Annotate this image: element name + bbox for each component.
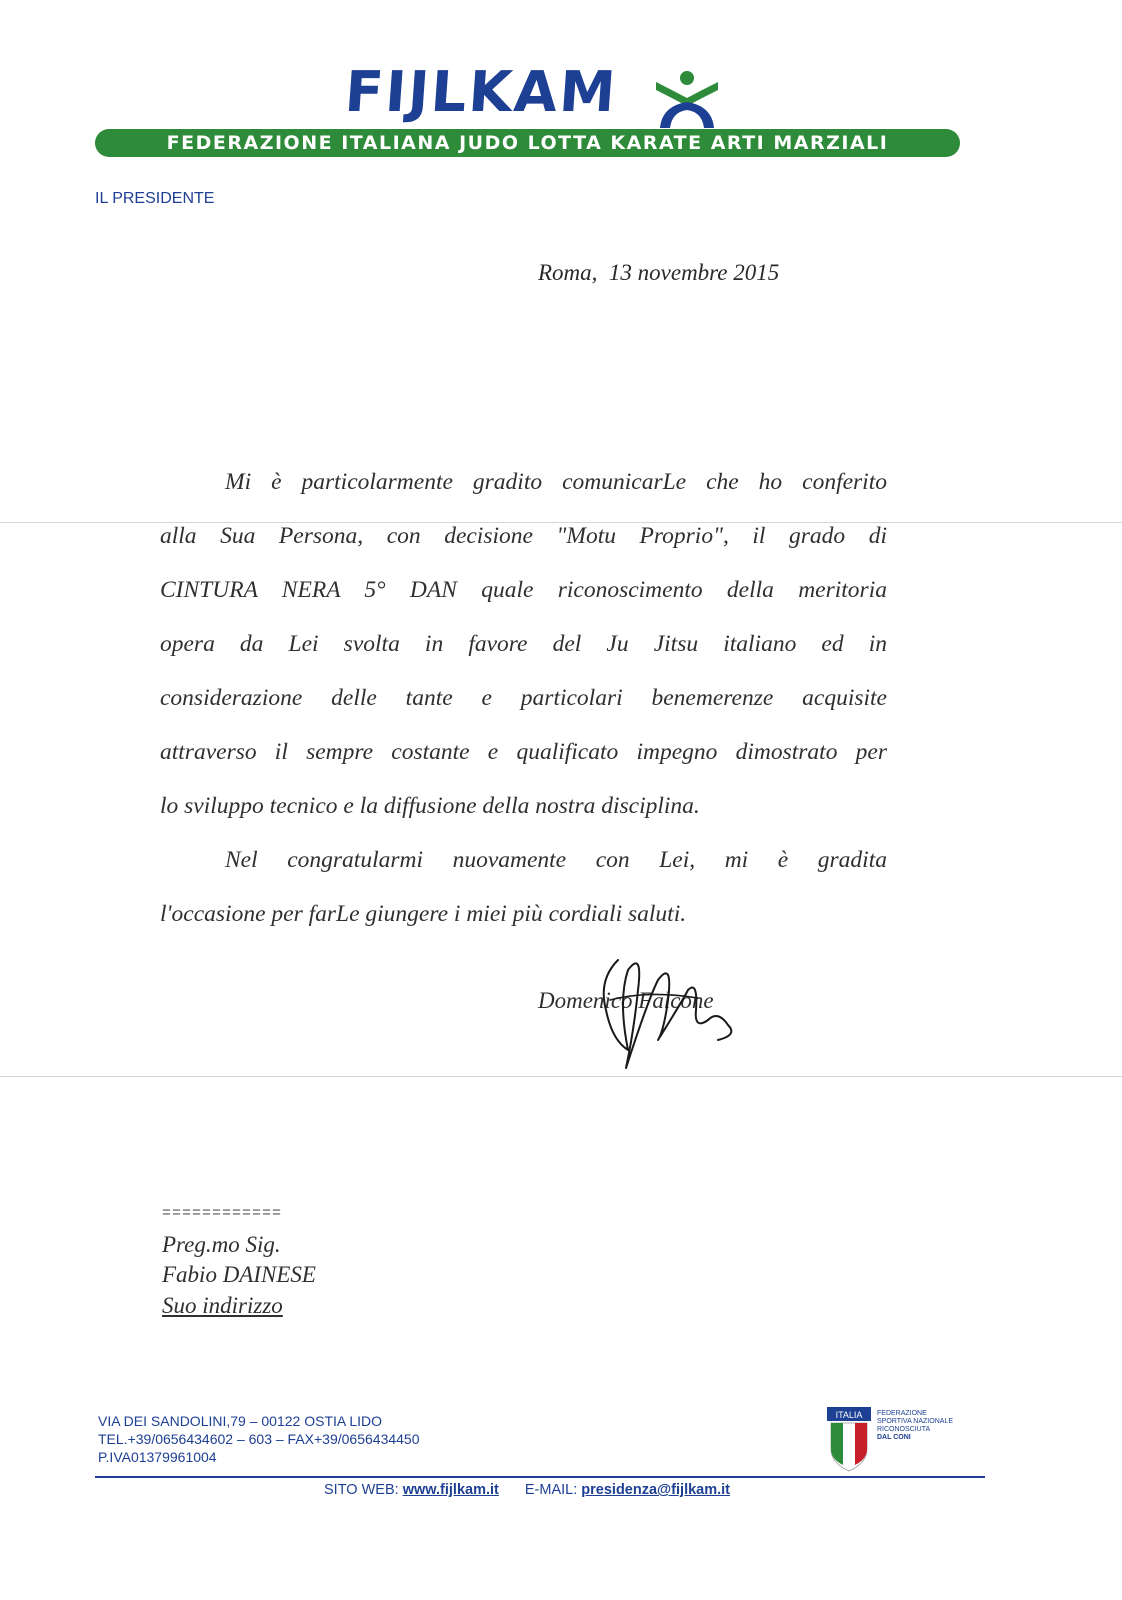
- coni-badge-label: ITALIA: [835, 1410, 863, 1420]
- paper-fold-line: [0, 1076, 1122, 1077]
- coni-text-line: FEDERAZIONE: [877, 1410, 927, 1417]
- email-label: E-MAIL:: [524, 1482, 578, 1498]
- recipient-name: Fabio DAINESE: [162, 1262, 316, 1287]
- body-line: Nel congratularmi nuovamente con Lei, mi è gradita: [225, 847, 887, 873]
- website-link[interactable]: www.fijlkam.it: [402, 1482, 499, 1498]
- recipient-address: Suo indirizzo: [162, 1293, 283, 1318]
- body-line: opera da Lei svolta in favore del Ju Jitsu italiano ed in: [160, 631, 887, 657]
- body-line: considerazione delle tante e particolari benemerenze acquisite: [160, 685, 887, 711]
- footer-rule: [95, 1476, 985, 1478]
- body-line: l'occasione per farLe giungere i miei più cordiali saluti.: [160, 901, 687, 927]
- signer-name: Domenico Falcone: [538, 988, 714, 1013]
- body-line: Mi è particolarmente gradito comunicarLe che ho conferito: [225, 469, 887, 495]
- coni-text-line: SPORTIVA NAZIONALE: [877, 1418, 953, 1425]
- office-title: IL PRESIDENTE: [95, 190, 215, 207]
- fijlkam-logo: FIJLKAM: [342, 60, 620, 125]
- body-line: lo sviluppo tecnico e la diffusione della nostra disciplina.: [160, 793, 700, 819]
- coni-text-line: RICONOSCIUTA: [877, 1426, 931, 1433]
- recipient-salutation: Preg.mo Sig.: [162, 1232, 281, 1257]
- email-link[interactable]: presidenza@fijlkam.it: [581, 1482, 731, 1498]
- coni-text-line: DAL CONI: [877, 1434, 911, 1441]
- footer-phone: TEL.+39/0656434602 – 603 – FAX+39/0656434450: [98, 1431, 420, 1447]
- footer-vat: P.IVA01379961004: [98, 1449, 217, 1465]
- letter-date: Roma, 13 novembre 2015: [538, 260, 780, 285]
- fijlkam-emblem-icon: [652, 68, 722, 130]
- footer-contact-row: [324, 1482, 730, 1498]
- body-line: alla Sua Persona, con decisione "Motu Proprio", il grado di: [160, 523, 887, 549]
- web-label: SITO WEB:: [324, 1482, 399, 1498]
- federation-banner: FEDERAZIONE ITALIANA JUDO LOTTA KARATE ARTI MARZIALI: [95, 129, 960, 157]
- handwritten-signature-icon: [588, 940, 748, 1075]
- coni-italia-badge-icon: [825, 1405, 975, 1475]
- footer-address: VIA DEI SANDOLINI,79 – 00122 OSTIA LIDO: [98, 1413, 383, 1429]
- body-line: CINTURA NERA 5° DAN quale riconoscimento della meritoria: [160, 577, 887, 603]
- recipient-separator: ============: [162, 1205, 283, 1222]
- body-line: attraverso il sempre costante e qualificato impegno dimostrato per: [160, 739, 887, 765]
